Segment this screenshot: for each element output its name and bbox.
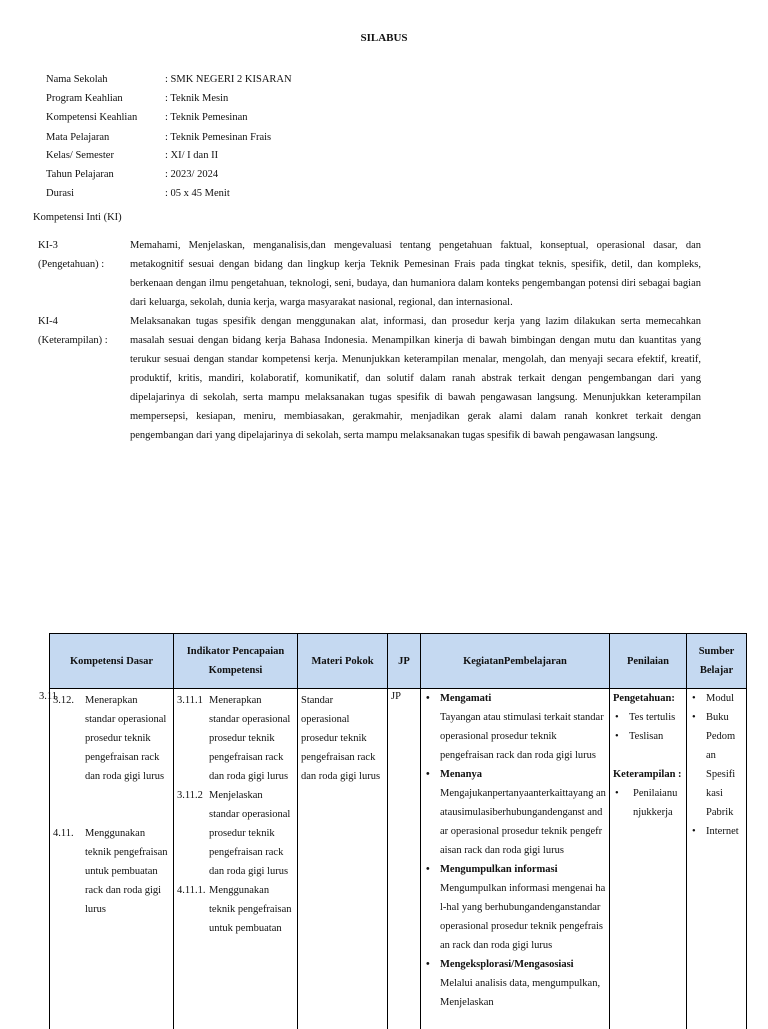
header-penilaian: Penilaian	[610, 634, 687, 689]
ipk-text: Menjelaskan standar operasional prosedur teknik pengefraisan rack dan roda gigi lurus	[209, 790, 291, 877]
ki3-label	[38, 236, 128, 274]
identity-row	[46, 89, 228, 108]
ki3-type: (Pengetahuan) :	[38, 259, 105, 270]
ki-heading: Kompetensi Inti (KI)	[33, 212, 122, 223]
ipk-item	[177, 786, 294, 881]
kd-text: Menggunakan teknik pengefraisan untuk pembuatan rack dan roda gigi lurus	[85, 828, 168, 915]
cell-jp: JP	[388, 689, 421, 1029]
identity-row	[46, 165, 218, 184]
bullet-icon: •	[426, 959, 430, 970]
ipk-text: Menerapkan standar operasional prosedur teknik pengefraisan rack dan roda gigi lurus	[209, 695, 291, 782]
identity-row	[46, 184, 230, 203]
ipk-number: 4.11.1.	[177, 885, 206, 896]
table-header-row	[50, 634, 747, 689]
identity-value: : 05 x 45 Menit	[165, 188, 230, 199]
ki3-text: Memahami, Menjelaskan, menganalisis,dan mengevaluasi tentang pengetahuan faktual, konseptual, operasional dasar, dan metakognitif sesuai dengan bidang dan lingkup kerja Teknik Pemesinan Frais pada tingkat teknis, spesifik, detil, dan kompleks, berkenaan dengan ilmu pengetahuan, teknologi, seni, budaya, dan humaniora dalam konteks pengembangan potensi diri sebagai bagian dari keluarga, sekolah, dunia kerja, warga masyarakat nasional, regional, dan internasional.	[130, 240, 701, 308]
kd-text: Menerapkan standar operasional prosedur teknik pengefraisan rack dan roda gigi lurus	[85, 695, 167, 782]
sumber-item: • Buku Pedom an Spesifi kasi Pabrik	[690, 708, 743, 822]
bullet-icon: •	[692, 712, 696, 723]
identity-row	[46, 70, 292, 89]
identity-value: : 2023/ 2024	[165, 169, 219, 180]
cell-sumber	[687, 689, 747, 1029]
bullet-icon: •	[615, 788, 619, 799]
cell-indikator	[174, 689, 298, 1029]
kegiatan-text: Melalui analisis data, mengumpulkan, Menjelaskan	[440, 978, 601, 1008]
kegiatan-title: • Menanya	[424, 765, 606, 784]
kegiatan-text: Mengumpulkan informasi mengenai hal-hal yang berhubungandenganstandar operasional prosedur teknik pengefraisan rack dan roda gigi lurus	[440, 883, 606, 951]
table-row	[50, 689, 747, 1029]
kegiatan-text: Tayangan atau stimulasi terkait standar operasional prosedur teknik pengefraisan rack dan roda gigi lurus	[440, 712, 604, 761]
kd-prefix: 3.11	[39, 691, 57, 702]
kd-item	[53, 824, 170, 919]
header-sumber: Sumber Belajar	[687, 634, 747, 689]
bullet-icon: •	[426, 693, 430, 704]
identity-label: Kelas/ Semester	[46, 150, 114, 161]
bullet-icon: •	[692, 826, 696, 837]
bullet-icon: •	[426, 864, 430, 875]
sumber-item: • Modul	[690, 689, 743, 708]
header-indikator: Indikator Pencapaian Kompetensi	[174, 634, 298, 689]
identity-label: Kompetensi Keahlian	[46, 112, 138, 123]
penilaian-keterampilan-title: Keterampilan :	[613, 769, 682, 780]
penilaian-item: • Tes tertulis	[613, 708, 683, 727]
ki3-code: KI-3	[38, 240, 58, 251]
identity-row	[46, 146, 218, 165]
penilaian-item: • Teslisan	[613, 727, 683, 746]
bullet-icon: •	[615, 731, 619, 742]
ipk-item	[177, 881, 294, 938]
identity-row	[46, 108, 247, 127]
cell-materi: Standar operasional prosedur teknik pengefraisan rack dan roda gigi lurus	[298, 689, 388, 1029]
ki4-block	[38, 312, 701, 462]
bullet-icon: •	[615, 712, 619, 723]
header-materi: Materi Pokok	[298, 634, 388, 689]
ipk-item	[177, 691, 294, 786]
syllabus-table	[49, 633, 747, 1029]
identity-label: Durasi	[46, 188, 74, 199]
kd-number: 4.11.	[53, 828, 74, 839]
identity-label: Program Keahlian	[46, 93, 123, 104]
page-title: SILABUS	[360, 32, 408, 44]
ki4-type: (Keterampilan) :	[38, 335, 108, 346]
identity-label: Nama Sekolah	[46, 74, 108, 85]
kd-number: 3.12.	[53, 695, 74, 706]
kegiatan-title: • Mengumpulkan informasi	[424, 860, 606, 879]
ipk-number: 3.11.2	[177, 790, 203, 801]
ki3-block	[38, 236, 701, 312]
ki4-label	[38, 312, 128, 350]
cell-kompetensi-dasar	[50, 689, 174, 1029]
penilaian-pengetahuan-title: Pengetahuan:	[613, 693, 675, 704]
header-jp: JP	[388, 634, 421, 689]
cell-kegiatan	[421, 689, 610, 1029]
identity-value: : Teknik Pemesinan Frais	[165, 132, 272, 143]
identity-value: : SMK NEGERI 2 KISARAN	[165, 74, 292, 85]
ki4-text: Melaksanakan tugas spesifik dengan menggunakan alat, informasi, dan prosedur kerja yang lazim dilakukan serta memecahkan masalah sesuai dengan bidang kerja Bahasa Indonesia. Menampilkan kinerja di bawah bimbingan dengan mutu dan kuantitas yang terukur sesuai dengan standar kompetensi kerja. Menunjukkan keterampilan menalar, mengolah, dan menyaji secara efektif, kreatif, produktif, kritis, mandiri, kolaboratif, komunikatif, dan solutif dalam ranah abstrak terkait dengan pengembangan dari yang dipelajarinya di sekolah, serta mampu melaksanakan tugas spesifik di bawah pengawasan langsung. Menunjukkan keterampilan mempersepsi, kesiapan, meniru, membiasakan, gerakmahir, menjadikan gerak alami dalam ranah konkret terkait dengan pengembangan dari yang dipelajarinya di sekolah, serta mampu melaksanakan tugas spesifik di bawah pengawasan langsung.	[130, 316, 701, 441]
bullet-icon: •	[426, 769, 430, 780]
ipk-number: 3.11.1	[177, 695, 203, 706]
identity-label: Mata Pelajaran	[46, 132, 110, 143]
header-kompetensi-dasar: Kompetensi Dasar	[50, 634, 174, 689]
cell-penilaian	[610, 689, 687, 1029]
ipk-text: Menggunakan teknik pengefraisan untuk pembuatan	[209, 885, 292, 934]
kegiatan-title: • Mengamati	[424, 689, 606, 708]
identity-value: : Teknik Pemesinan	[165, 112, 248, 123]
penilaian-item: • Penilaianu njukkerja	[613, 784, 683, 822]
identity-row	[46, 128, 271, 147]
ki4-code: KI-4	[38, 316, 58, 327]
bullet-icon: •	[692, 693, 696, 704]
kegiatan-text: Mengajukanpertanyaanterkaittayang anatausimulasiberhubungandenganst andar operasional prosedur teknik pengefraisan rack dan roda gigi lurus	[440, 788, 606, 856]
identity-value: : Teknik Mesin	[165, 93, 229, 104]
identity-value: : XI/ I dan II	[165, 150, 219, 161]
header-kegiatan: KegiatanPembelajaran	[421, 634, 610, 689]
kd-item	[53, 691, 170, 786]
kegiatan-title: • Mengeksplorasi/Mengasosiasi	[424, 955, 606, 974]
sumber-item: • Internet	[690, 822, 743, 841]
identity-label: Tahun Pelajaran	[46, 169, 114, 180]
